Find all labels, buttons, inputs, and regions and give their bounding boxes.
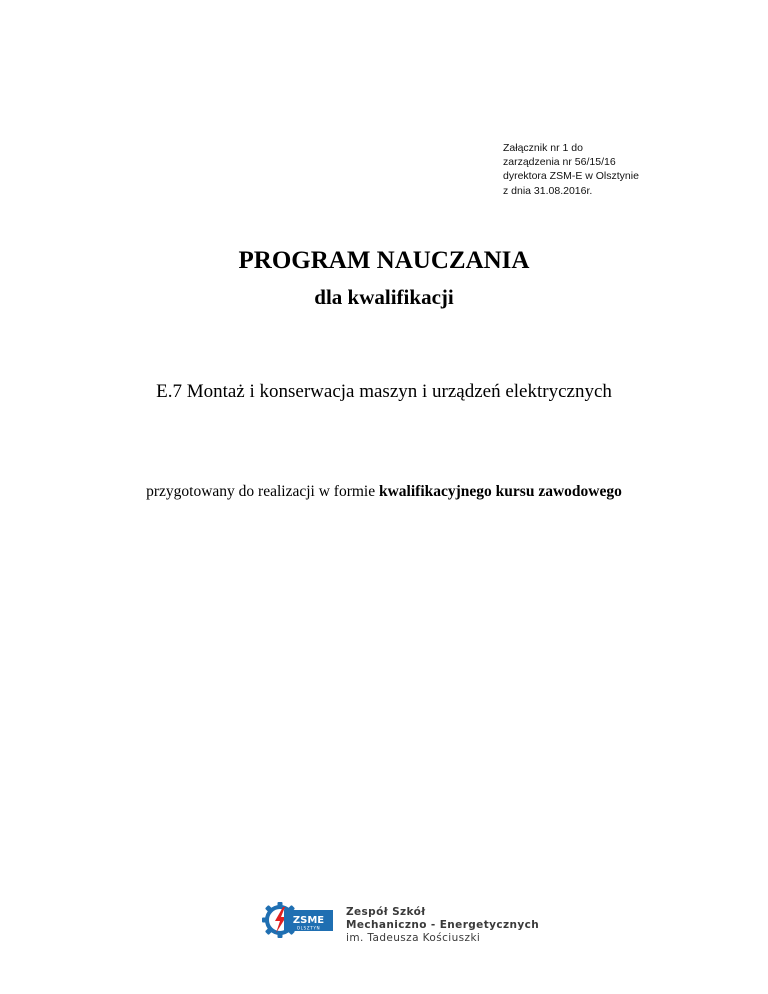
- prepared-course-type: kwalifikacyjnego kursu zawodowego: [378, 483, 622, 500]
- annex-note: [503, 141, 639, 198]
- prepared-statement: [0, 483, 768, 501]
- document-subtitle: dla kwalifikacji: [314, 285, 454, 309]
- document-title: PROGRAM NAUCZANIA: [238, 247, 530, 274]
- school-patron-line: im. Tadeusza Kościuszki: [346, 932, 481, 944]
- school-logo-icon: [262, 900, 336, 940]
- annex-line: zarządzenia nr 56/15/16: [503, 156, 616, 169]
- prepared-prefix: przygotowany do realizacji w formie: [146, 483, 379, 500]
- badge-subtext: OLSZTYN: [296, 925, 321, 931]
- annex-line: Załącznik nr 1 do: [503, 142, 583, 154]
- annex-line: z dnia 31.08.2016r.: [503, 184, 593, 197]
- qualification-name: E.7 Montaż i konserwacja maszyn i urządzeń elektrycznych: [156, 381, 612, 402]
- badge-text: ZSME: [292, 915, 325, 926]
- annex-line: dyrektora ZSM-E w Olsztynie: [503, 170, 639, 183]
- school-name-line: Zespół Szkół: [346, 906, 426, 918]
- school-name: [346, 906, 539, 945]
- school-name-line: Mechaniczno - Energetycznych: [346, 919, 540, 931]
